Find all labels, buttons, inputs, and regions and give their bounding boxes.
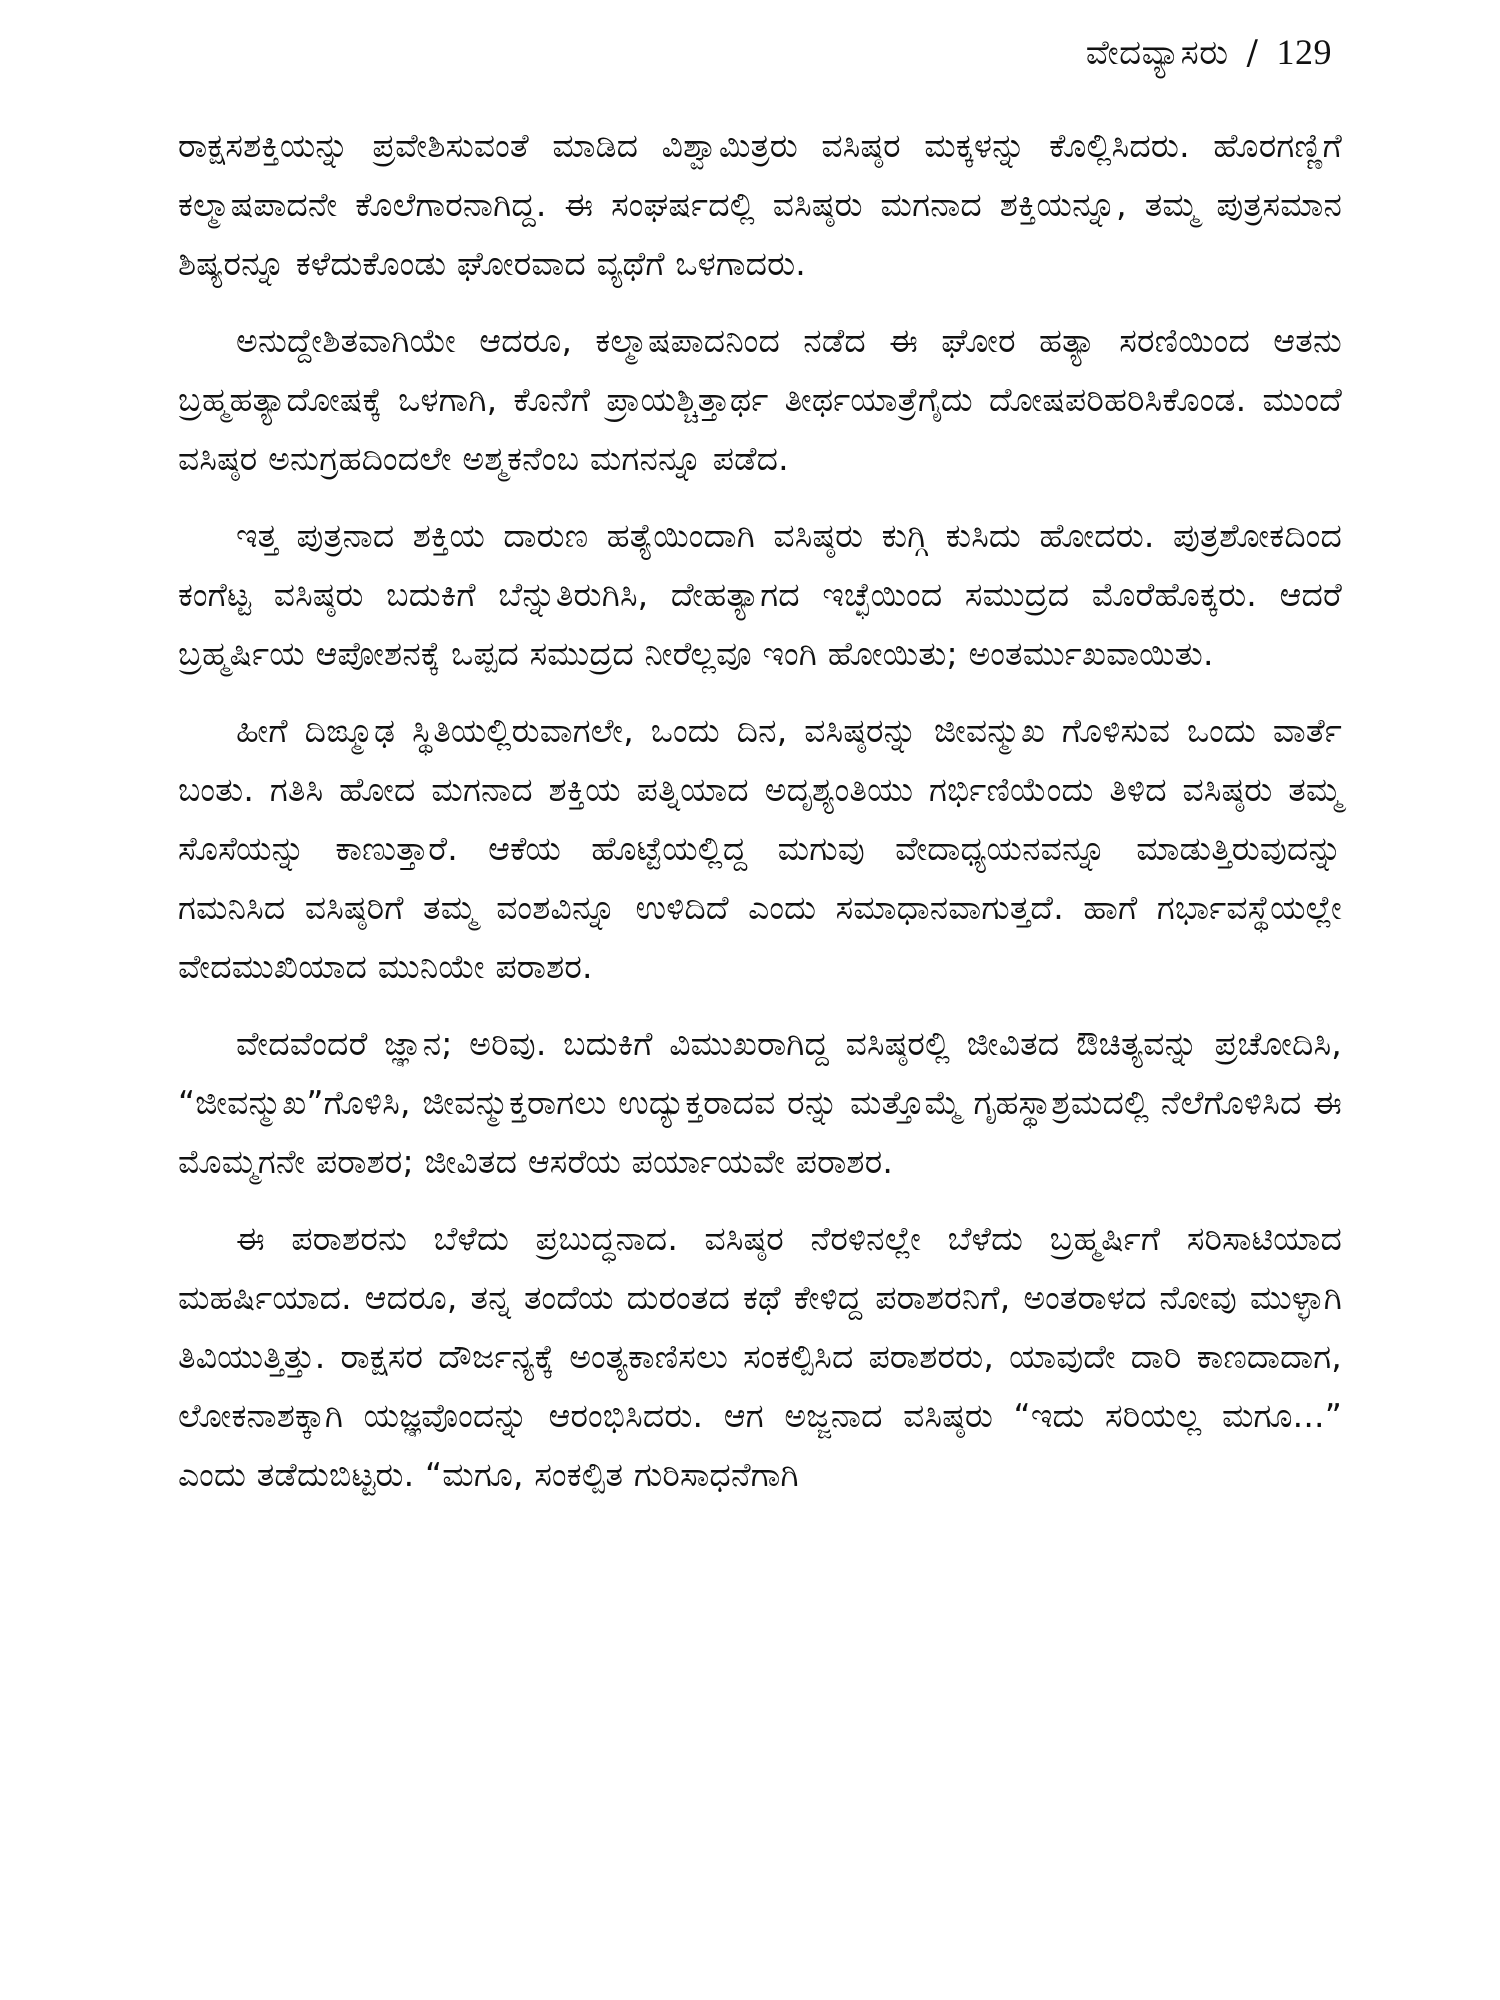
paragraph: ಇತ್ತ ಪುತ್ರನಾದ ಶಕ್ತಿಯ ದಾರುಣ ಹತ್ಯೆಯಿಂದಾಗಿ ವಸಿಷ್ಠರು ಕುಗ್ಗಿ ಕುಸಿದು ಹೋದರು. ಪುತ್ರಶೋಕದಿಂದ ಕಂಗೆಟ್ಟ ವಸಿಷ್ಠರು ಬದುಕಿಗೆ ಬೆನ್ನುತಿರುಗಿಸಿ, ದೇಹತ್ಯಾಗದ ಇಚ್ಛೆಯಿಂದ ಸಮುದ್ರದ ಮೊರೆಹೊಕ್ಕರು. ಆದರೆ ಬ್ರಹ್ಮರ್ಷಿಯ ಆಪೋಶನಕ್ಕೆ ಒಪ್ಪದ ಸಮುದ್ರದ ನೀರೆಲ್ಲವೂ ಇಂಗಿ ಹೋಯಿತು; ಅಂತರ್ಮುಖವಾಯಿತು.: [178, 516, 1342, 673]
page-number: 129: [1276, 32, 1332, 72]
header-separator: /: [1246, 33, 1259, 73]
paragraph: ವೇದವೆಂದರೆ ಜ್ಞಾನ; ಅರಿವು. ಬದುಕಿಗೆ ವಿಮುಖರಾಗಿದ್ದ ವಸಿಷ್ಠರಲ್ಲಿ ಜೀವಿತದ ಔಚಿತ್ಯವನ್ನು ಪ್ರಚೋದಿಸಿ, “ಜೀವನ್ಮುಖ”ಗೊಳಿಸಿ, ಜೀವನ್ಮುಕ್ತರಾಗಲು ಉದ್ಯುಕ್ತರಾದವ ರನ್ನು ಮತ್ತೊಮ್ಮೆ ಗೃಹಸ್ಥಾಶ್ರಮದಲ್ಲಿ ನೆಲೆಗೊಳಿಸಿದ ಈ ಮೊಮ್ಮಗನೇ ಪರಾಶರ; ಜೀವಿತದ ಆಸರೆಯ ಪರ್ಯಾಯವೇ ಪರಾಶರ.: [178, 1024, 1342, 1181]
paragraph: ಹೀಗೆ ದಿಙ್ಮೂಢ ಸ್ಥಿತಿಯಲ್ಲಿರುವಾಗಲೇ, ಒಂದು ದಿನ, ವಸಿಷ್ಠರನ್ನು ಜೀವನ್ಮುಖ ಗೊಳಿಸುವ ಒಂದು ವಾರ್ತೆ ಬಂತು. ಗತಿಸಿ ಹೋದ ಮಗನಾದ ಶಕ್ತಿಯ ಪತ್ನಿಯಾದ ಅದೃಶ್ಯಂತಿಯು ಗರ್ಭಿಣಿಯೆಂದು ತಿಳಿದ ವಸಿಷ್ಠರು ತಮ್ಮ ಸೊಸೆಯನ್ನು ಕಾಣುತ್ತಾರೆ. ಆಕೆಯ ಹೊಟ್ಟೆಯಲ್ಲಿದ್ದ ಮಗುವು ವೇದಾಧ್ಯಯನವನ್ನೂ ಮಾಡುತ್ತಿರುವುದನ್ನು ಗಮನಿಸಿದ ವಸಿಷ್ಠರಿಗೆ ತಮ್ಮ ವಂಶವಿನ್ನೂ ಉಳಿದಿದೆ ಎಂದು ಸಮಾಧಾನವಾಗುತ್ತದೆ. ಹಾಗೆ ಗರ್ಭಾವಸ್ಥೆಯಲ್ಲೇ ವೇದಮುಖಿಯಾದ ಮುನಿಯೇ ಪರಾಶರ.: [178, 711, 1342, 986]
paragraph: ರಾಕ್ಷಸಶಕ್ತಿಯನ್ನು ಪ್ರವೇಶಿಸುವಂತೆ ಮಾಡಿದ ವಿಶ್ವಾಮಿತ್ರರು ವಸಿಷ್ಠರ ಮಕ್ಕಳನ್ನು ಕೊಲ್ಲಿಸಿದರು. ಹೊರಗಣ್ಣಿಗೆ ಕಲ್ಮಾಷಪಾದನೇ ಕೊಲೆಗಾರನಾಗಿದ್ದ. ಈ ಸಂಘರ್ಷದಲ್ಲಿ ವಸಿಷ್ಠರು ಮಗನಾದ ಶಕ್ತಿಯನ್ನೂ, ತಮ್ಮ ಪುತ್ರಸಮಾನ ಶಿಷ್ಯರನ್ನೂ ಕಳೆದುಕೊಂಡು ಘೋರವಾದ ವ್ಯಥೆಗೆ ಒಳಗಾದರು.: [178, 126, 1342, 283]
paragraph: ಅನುದ್ದೇಶಿತವಾಗಿಯೇ ಆದರೂ, ಕಲ್ಮಾಷಪಾದನಿಂದ ನಡೆದ ಈ ಘೋರ ಹತ್ಯಾ ಸರಣಿಯಿಂದ ಆತನು ಬ್ರಹ್ಮಹತ್ಯಾದೋಷಕ್ಕೆ ಒಳಗಾಗಿ, ಕೊನೆಗೆ ಪ್ರಾಯಶ್ಚಿತ್ತಾರ್ಥ ತೀರ್ಥಯಾತ್ರೆಗೈದು ದೋಷಪರಿಹರಿಸಿಕೊಂಡ. ಮುಂದೆ ವಸಿಷ್ಠರ ಅನುಗ್ರಹದಿಂದಲೇ ಅಶ್ಮಕನೆಂಬ ಮಗನನ್ನೂ ಪಡೆದ.: [178, 321, 1342, 478]
running-title: ವೇದವ್ಯಾಸರು: [1085, 33, 1229, 73]
paragraph: ಈ ಪರಾಶರನು ಬೆಳೆದು ಪ್ರಬುದ್ಧನಾದ. ವಸಿಷ್ಠರ ನೆರಳಿನಲ್ಲೇ ಬೆಳೆದು ಬ್ರಹ್ಮರ್ಷಿಗೆ ಸರಿಸಾಟಿಯಾದ ಮಹರ್ಷಿಯಾದ. ಆದರೂ, ತನ್ನ ತಂದೆಯ ದುರಂತದ ಕಥೆ ಕೇಳಿದ್ದ ಪರಾಶರನಿಗೆ, ಅಂತರಾಳದ ನೋವು ಮುಳ್ಳಾಗಿ ತಿವಿಯುತ್ತಿತ್ತು. ರಾಕ್ಷಸರ ದೌರ್ಜನ್ಯಕ್ಕೆ ಅಂತ್ಯಕಾಣಿಸಲು ಸಂಕಲ್ಪಿಸಿದ ಪರಾಶರರು, ಯಾವುದೇ ದಾರಿ ಕಾಣದಾದಾಗ, ಲೋಕನಾಶಕ್ಕಾಗಿ ಯಜ್ಞವೊಂದನ್ನು ಆರಂಭಿಸಿದರು. ಆಗ ಅಜ್ಜನಾದ ವಸಿಷ್ಠರು “ಇದು ಸರಿಯಲ್ಲ ಮಗೂ...” ಎಂದು ತಡೆದುಬಿಟ್ಟರು. “ಮಗೂ, ಸಂಕಲ್ಪಿತ ಗುರಿಸಾಧನೆಗಾಗಿ: [178, 1219, 1342, 1494]
running-header: [1086, 30, 1332, 75]
page-body: [178, 116, 1342, 1522]
